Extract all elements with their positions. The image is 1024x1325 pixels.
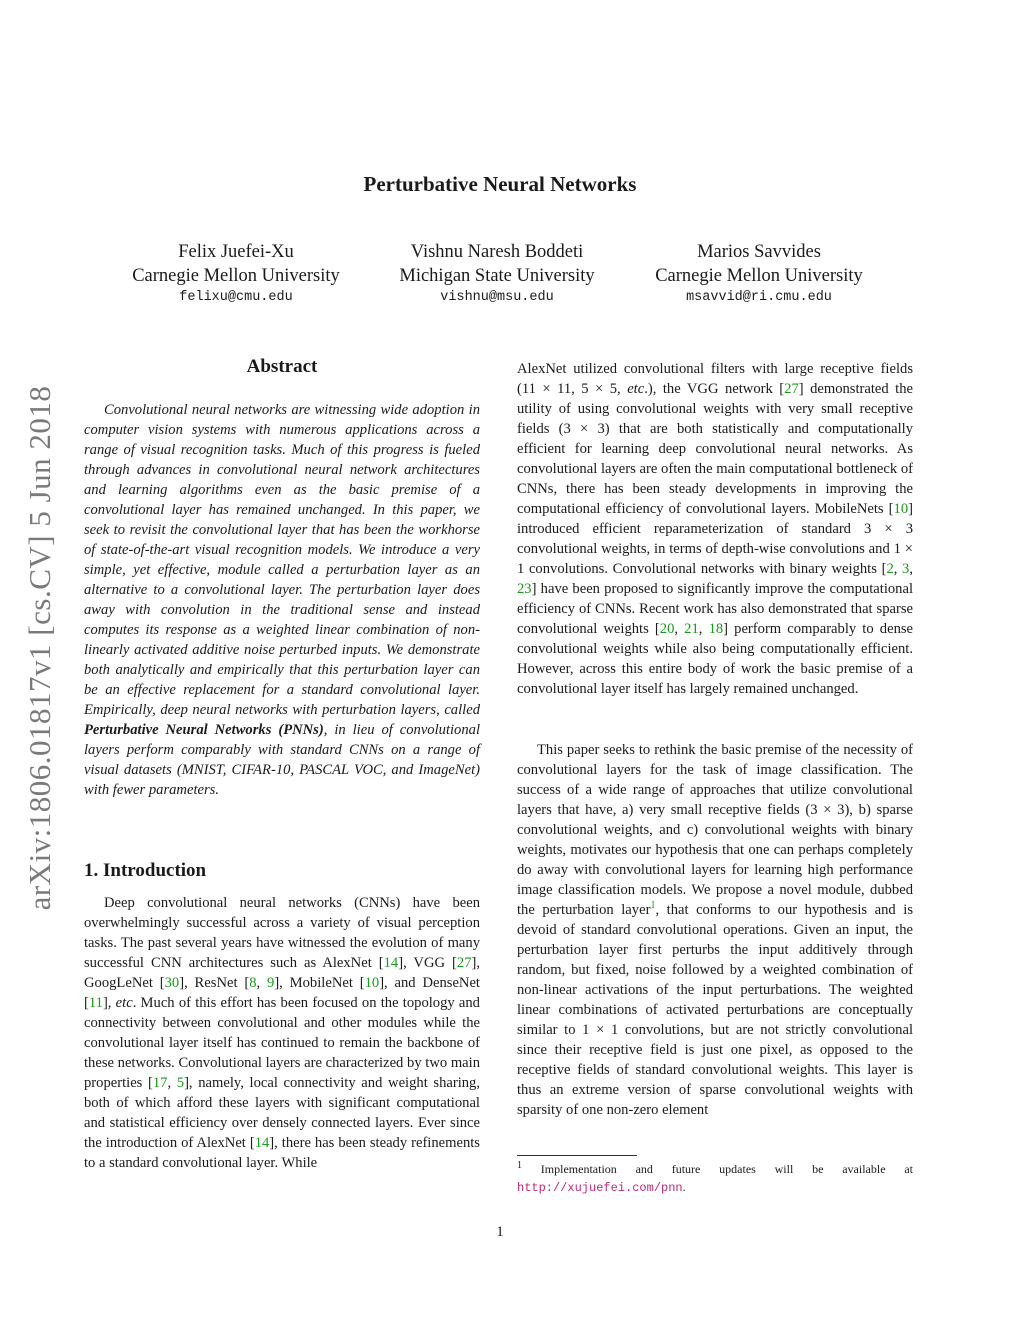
text-run: , that conforms to our hypothesis and is devoid of standard convolutional operations. Given an input, the perturbation layer first perturbs the input additively through random, but fixed, noise followed by a weighted combination of non-linear activations of the input perturbations. The weighted linear combinations of activated perturbations are conceptually similar to 1 × 1 convolutions, but are not strictly convolutional since their receptive field is just one pixel, as opposed to the receptive fields of standard convolutional weights. This layer is thus an extreme version of sparse convolutional weights with sparsity of one non-zero element — [517, 902, 913, 1118]
text-run: ], ResNet [ — [179, 975, 250, 991]
text-run: This paper seeks to rethink the basic premise of the necessity of convolutional layers for the task of image classification. The success of a wide range of approaches that utilize convolutional layers that have, a) very small receptive fields (3 × 3), b) sparse convolutional weights, and c) convolutional weights with binary weights, motivates our hypothesis that one can perhaps completely do away with convolutional layers for learning high performance image classification models. We propose a novel module, dubbed the perturbation layer — [517, 742, 913, 918]
text-run: , — [698, 621, 709, 637]
citation-link[interactable]: 8 — [249, 975, 257, 991]
citation-link[interactable]: 27 — [784, 381, 799, 397]
citation-link[interactable]: 5 — [176, 1075, 185, 1091]
footnote-url-link[interactable]: http://xujuefei.com/pnn — [517, 1181, 683, 1195]
intro-paragraph-1 — [84, 893, 480, 1173]
footnote-marker[interactable]: 1 — [650, 900, 656, 912]
text-run: ], and DenseNet [ — [84, 975, 480, 1011]
text-run: ], namely, local connectivity and weight sharing, both of which afford these layers with significant computational and statistical efficiency over densely connected layers. Ever since the introduction of AlexNet [ — [84, 1075, 481, 1151]
text-run: . Much of this effort has been focused on the topology and connectivity between convolutional and other modules while the convolutional layer itself has continued to remain the backbone of these networks. Convolutional layers are characterized by two main properties [ — [84, 995, 480, 1091]
author-block-2 — [367, 240, 627, 305]
author-name: Vishnu Naresh Boddeti — [410, 242, 584, 262]
text-run: ] introduced efficient reparameterization of standard 3 × 3 convolutional weights, in terms of depth-wise convolutions and 1 × 1 convolutions. Convolutional networks with binary weights [ — [517, 501, 913, 577]
abstract-heading: Abstract — [246, 356, 318, 377]
citation-link[interactable]: 30 — [164, 975, 180, 991]
paper-title: Perturbative Neural Networks — [363, 172, 637, 196]
page-number: 1 — [496, 1224, 504, 1240]
text-run: , — [909, 561, 913, 577]
citation-link[interactable]: 23 — [517, 581, 532, 597]
citation-link[interactable]: 14 — [383, 955, 399, 971]
text-run: AlexNet utilized convolutional filters with large receptive fields (11 × 11, 5 × 5, — [517, 361, 913, 397]
text-run: ], MobileNet [ — [274, 975, 365, 991]
intro-paragraph-3 — [517, 740, 913, 1120]
text-run: ] have been proposed to significantly improve the computational efficiency of CNNs. Recent work has also demonstrated that sparse convolutional weights [ — [517, 581, 913, 637]
citation-link[interactable]: 11 — [88, 995, 103, 1011]
citation-link[interactable]: 21 — [684, 621, 699, 637]
text-run: , — [893, 561, 903, 577]
footnote-text: . — [682, 1180, 686, 1194]
text-run: ] perform comparably to dense convolutional weights while also being computationally efficient. However, across this entire body of work the basic premise of a convolutional layer itself has largely remained unchanged. — [517, 621, 914, 697]
text-run: Deep convolutional neural networks (CNNs) have been overwhelmingly successful across a variety of visual perception tasks. The past several years have witnessed the evolution of many successful CNN architectures such as AlexNet [ — [84, 895, 480, 971]
text-run: ] demonstrated the utility of using convolutional weights with very small receptive fields (3 × 3) that are both statistically and computationally efficient for learning deep convolutional neural networks. As convolutional layers are often the main computational bottleneck of CNNs, there has been steady developments in improving the computational efficiency of convolutional layers. MobileNets [ — [517, 381, 913, 517]
citation-link[interactable]: 17 — [152, 1075, 168, 1091]
section-heading-introduction: 1. Introduction — [84, 860, 207, 881]
citation-link[interactable]: 20 — [659, 621, 675, 637]
abstract-method-name: Perturbative Neural Networks (PNNs) — [84, 722, 324, 738]
citation-link[interactable]: 27 — [456, 955, 472, 971]
author-email: felixu@cmu.edu — [179, 290, 293, 305]
citation-link[interactable]: 10 — [893, 501, 909, 517]
italic-text: etc — [115, 995, 133, 1011]
citation-link[interactable]: 9 — [267, 975, 275, 991]
author-affiliation: Carnegie Mellon University — [655, 266, 863, 286]
text-run: ], — [102, 995, 116, 1011]
footnote-divider — [517, 1155, 637, 1156]
author-affiliation: Carnegie Mellon University — [132, 266, 340, 286]
arxiv-sidebar-stamp — [20, 368, 60, 928]
footnote-number: 1 — [517, 1160, 522, 1171]
italic-text: etc — [627, 381, 645, 397]
citation-link[interactable]: 18 — [708, 621, 724, 637]
text-run: .), the VGG network [ — [644, 381, 785, 397]
text-run: , — [167, 1075, 177, 1091]
footnote-text: Implementation and future updates will be available at — [522, 1162, 913, 1176]
intro-paragraph-2 — [517, 359, 913, 699]
abstract-text-part: Convolutional neural networks are witnessing wide adoption in computer vision systems with numerous applications across a range of visual recognition tasks. Much of this progress is fueled through advances in convolutional neural network architectures and learning algorithms even as the basic premise of a convolutional layer has remained unchanged. In this paper, we seek to revisit the convolutional layer that has been the workhorse of state-of-the-art visual recognition models. We introduce a very simple, yet effective, module called a perturbation layer as an alternative to a convolutional layer. The perturbation layer does away with convolution in the traditional sense and instead computes its response as a weighted linear combination of non-linearly activated additive noise perturbed inputs. We demonstrate both analytically and empirically that this perturbation layer can be an effective replacement for a standard convolutional layer. Empirically, deep neural networks with perturbation layers, called — [84, 402, 480, 718]
arxiv-identifier: arXiv:1806.01817v1 [cs.CV] 5 Jun 2018 — [22, 385, 57, 911]
author-affiliation: Michigan State University — [399, 266, 595, 286]
footnote — [517, 1160, 913, 1197]
citation-link[interactable]: 3 — [902, 561, 910, 577]
author-block-1 — [106, 240, 366, 305]
citation-link[interactable]: 2 — [886, 561, 894, 577]
abstract-body — [84, 400, 480, 800]
text-run: ], GoogLeNet [ — [84, 955, 480, 991]
citation-link[interactable]: 14 — [254, 1135, 270, 1151]
text-run: , — [674, 621, 685, 637]
author-block-3 — [629, 240, 889, 305]
author-name: Felix Juefei-Xu — [178, 242, 294, 262]
text-run: , — [256, 975, 268, 991]
text-run: ], there has been steady refinements to a standard convolutional layer. While — [84, 1135, 480, 1171]
abstract-text-part: , in lieu of convolutional layers perform comparably with standard CNNs on a range of visual datasets (MNIST, CIFAR-10, PASCAL VOC, and ImageNet) with fewer parameters. — [84, 722, 480, 798]
text-run: ], VGG [ — [398, 955, 457, 971]
citation-link[interactable]: 10 — [364, 975, 380, 991]
author-email: vishnu@msu.edu — [440, 290, 554, 305]
author-email: msavvid@ri.cmu.edu — [686, 290, 832, 305]
author-name: Marios Savvides — [697, 242, 821, 262]
